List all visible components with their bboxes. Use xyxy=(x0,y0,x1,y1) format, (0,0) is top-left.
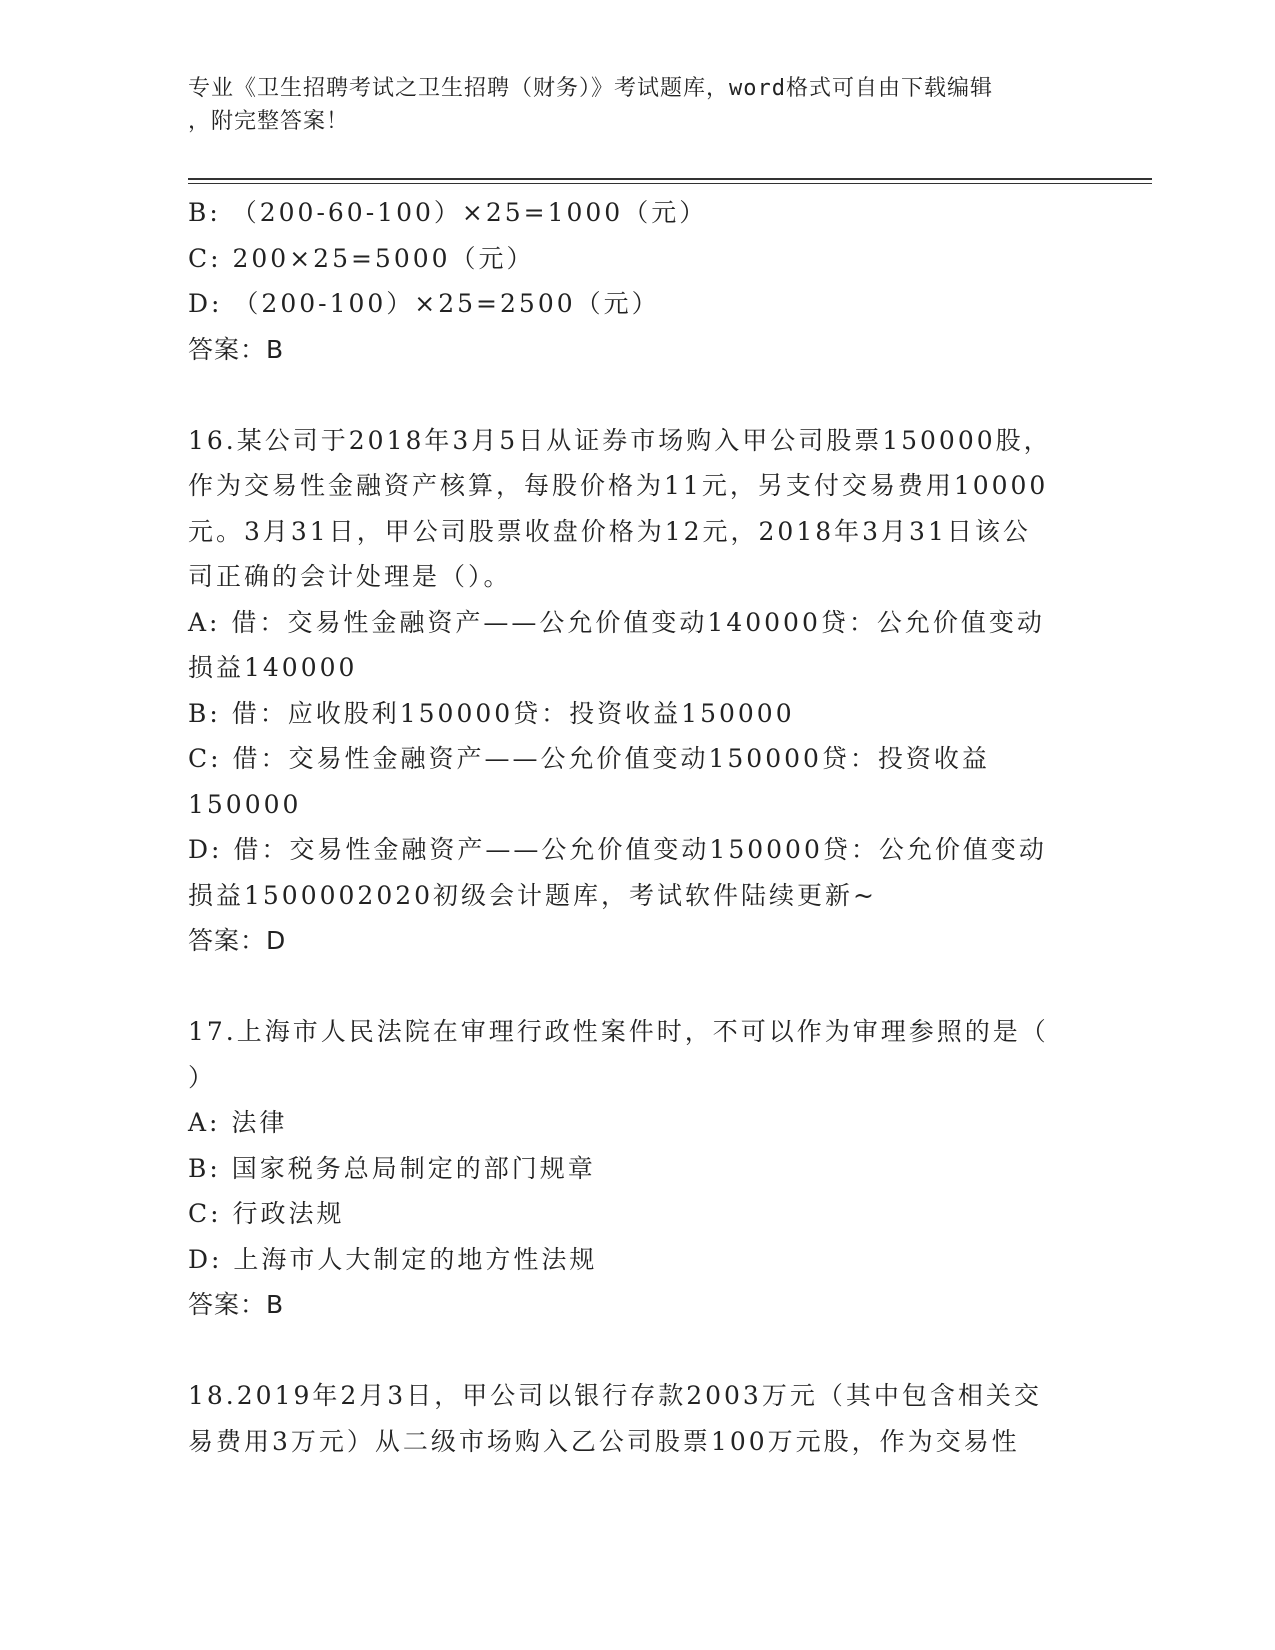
question-17 xyxy=(188,1009,1078,1328)
question-16 xyxy=(188,418,1078,964)
answer-line: 答案：B xyxy=(188,1290,285,1319)
option-a-continued: 损益140000 xyxy=(188,653,358,682)
question-15-tail xyxy=(188,190,1078,372)
question-stem-line: 元。3月31日，甲公司股票收盘价格为12元，2018年3月31日该公 xyxy=(188,516,1031,546)
header-title-line-1: 专业《卫生招聘考试之卫生招聘（财务）》考试题库，word格式可自由下载编辑 xyxy=(188,76,993,101)
header-title-line-2: ，附完整答案！ xyxy=(188,109,350,134)
question-stem-line: 18.2019年2月3日，甲公司以银行存款2003万元（其中包含相关交 xyxy=(188,1381,1042,1410)
question-18 xyxy=(188,1373,1078,1464)
option-d-continued: 损益1500002020初级会计题库，考试软件陆续更新~ xyxy=(188,880,878,910)
option-a: A: 借：交易性金融资产——公允价值变动140000贷：公允价值变动 xyxy=(188,607,1045,637)
option-b: B: （200-60-100）×25=1000（元） xyxy=(188,198,708,227)
option-c-continued: 150000 xyxy=(188,789,302,819)
question-stem-line: 司正确的会计处理是（）。 xyxy=(188,562,512,591)
question-stem-line: 易费用3万元）从二级市场购入乙公司股票100万元股，作为交易性 xyxy=(188,1426,1020,1456)
answer-line: 答案：D xyxy=(188,926,287,955)
spacer xyxy=(188,372,1078,418)
option-d: D: 上海市人大制定的地方性法规 xyxy=(188,1244,598,1274)
option-a: A: 法律 xyxy=(188,1108,288,1137)
option-c: C: 借：交易性金融资产——公允价值变动150000贷：投资收益 xyxy=(188,744,990,773)
header-divider-thin xyxy=(188,183,1152,184)
option-c: C: 行政法规 xyxy=(188,1199,345,1228)
spacer xyxy=(188,1328,1078,1374)
option-d: D: 借：交易性金融资产——公允价值变动150000贷：公允价值变动 xyxy=(188,835,1047,864)
option-b: B: 国家税务总局制定的部门规章 xyxy=(188,1153,596,1183)
question-content xyxy=(188,190,1078,1464)
header-divider-thick xyxy=(188,178,1152,180)
question-stem-line: 作为交易性金融资产核算，每股价格为11元，另支付交易费用10000 xyxy=(188,471,1049,500)
question-stem-line: 16.某公司于2018年3月5日从证券市场购入甲公司股票150000股， xyxy=(188,425,1052,455)
option-b: B: 借：应收股利150000贷：投资收益150000 xyxy=(188,698,795,728)
option-d: D: （200-100）×25=2500（元） xyxy=(188,289,660,318)
answer-line: 答案：B xyxy=(188,334,285,364)
question-stem-line: 17.上海市人民法院在审理行政性案件时，不可以作为审理参照的是（ xyxy=(188,1017,1049,1046)
option-c: C: 200×25=5000（元） xyxy=(188,243,535,273)
question-stem-line: ） xyxy=(188,1062,217,1092)
spacer xyxy=(188,964,1078,1010)
page-header xyxy=(188,72,1068,138)
